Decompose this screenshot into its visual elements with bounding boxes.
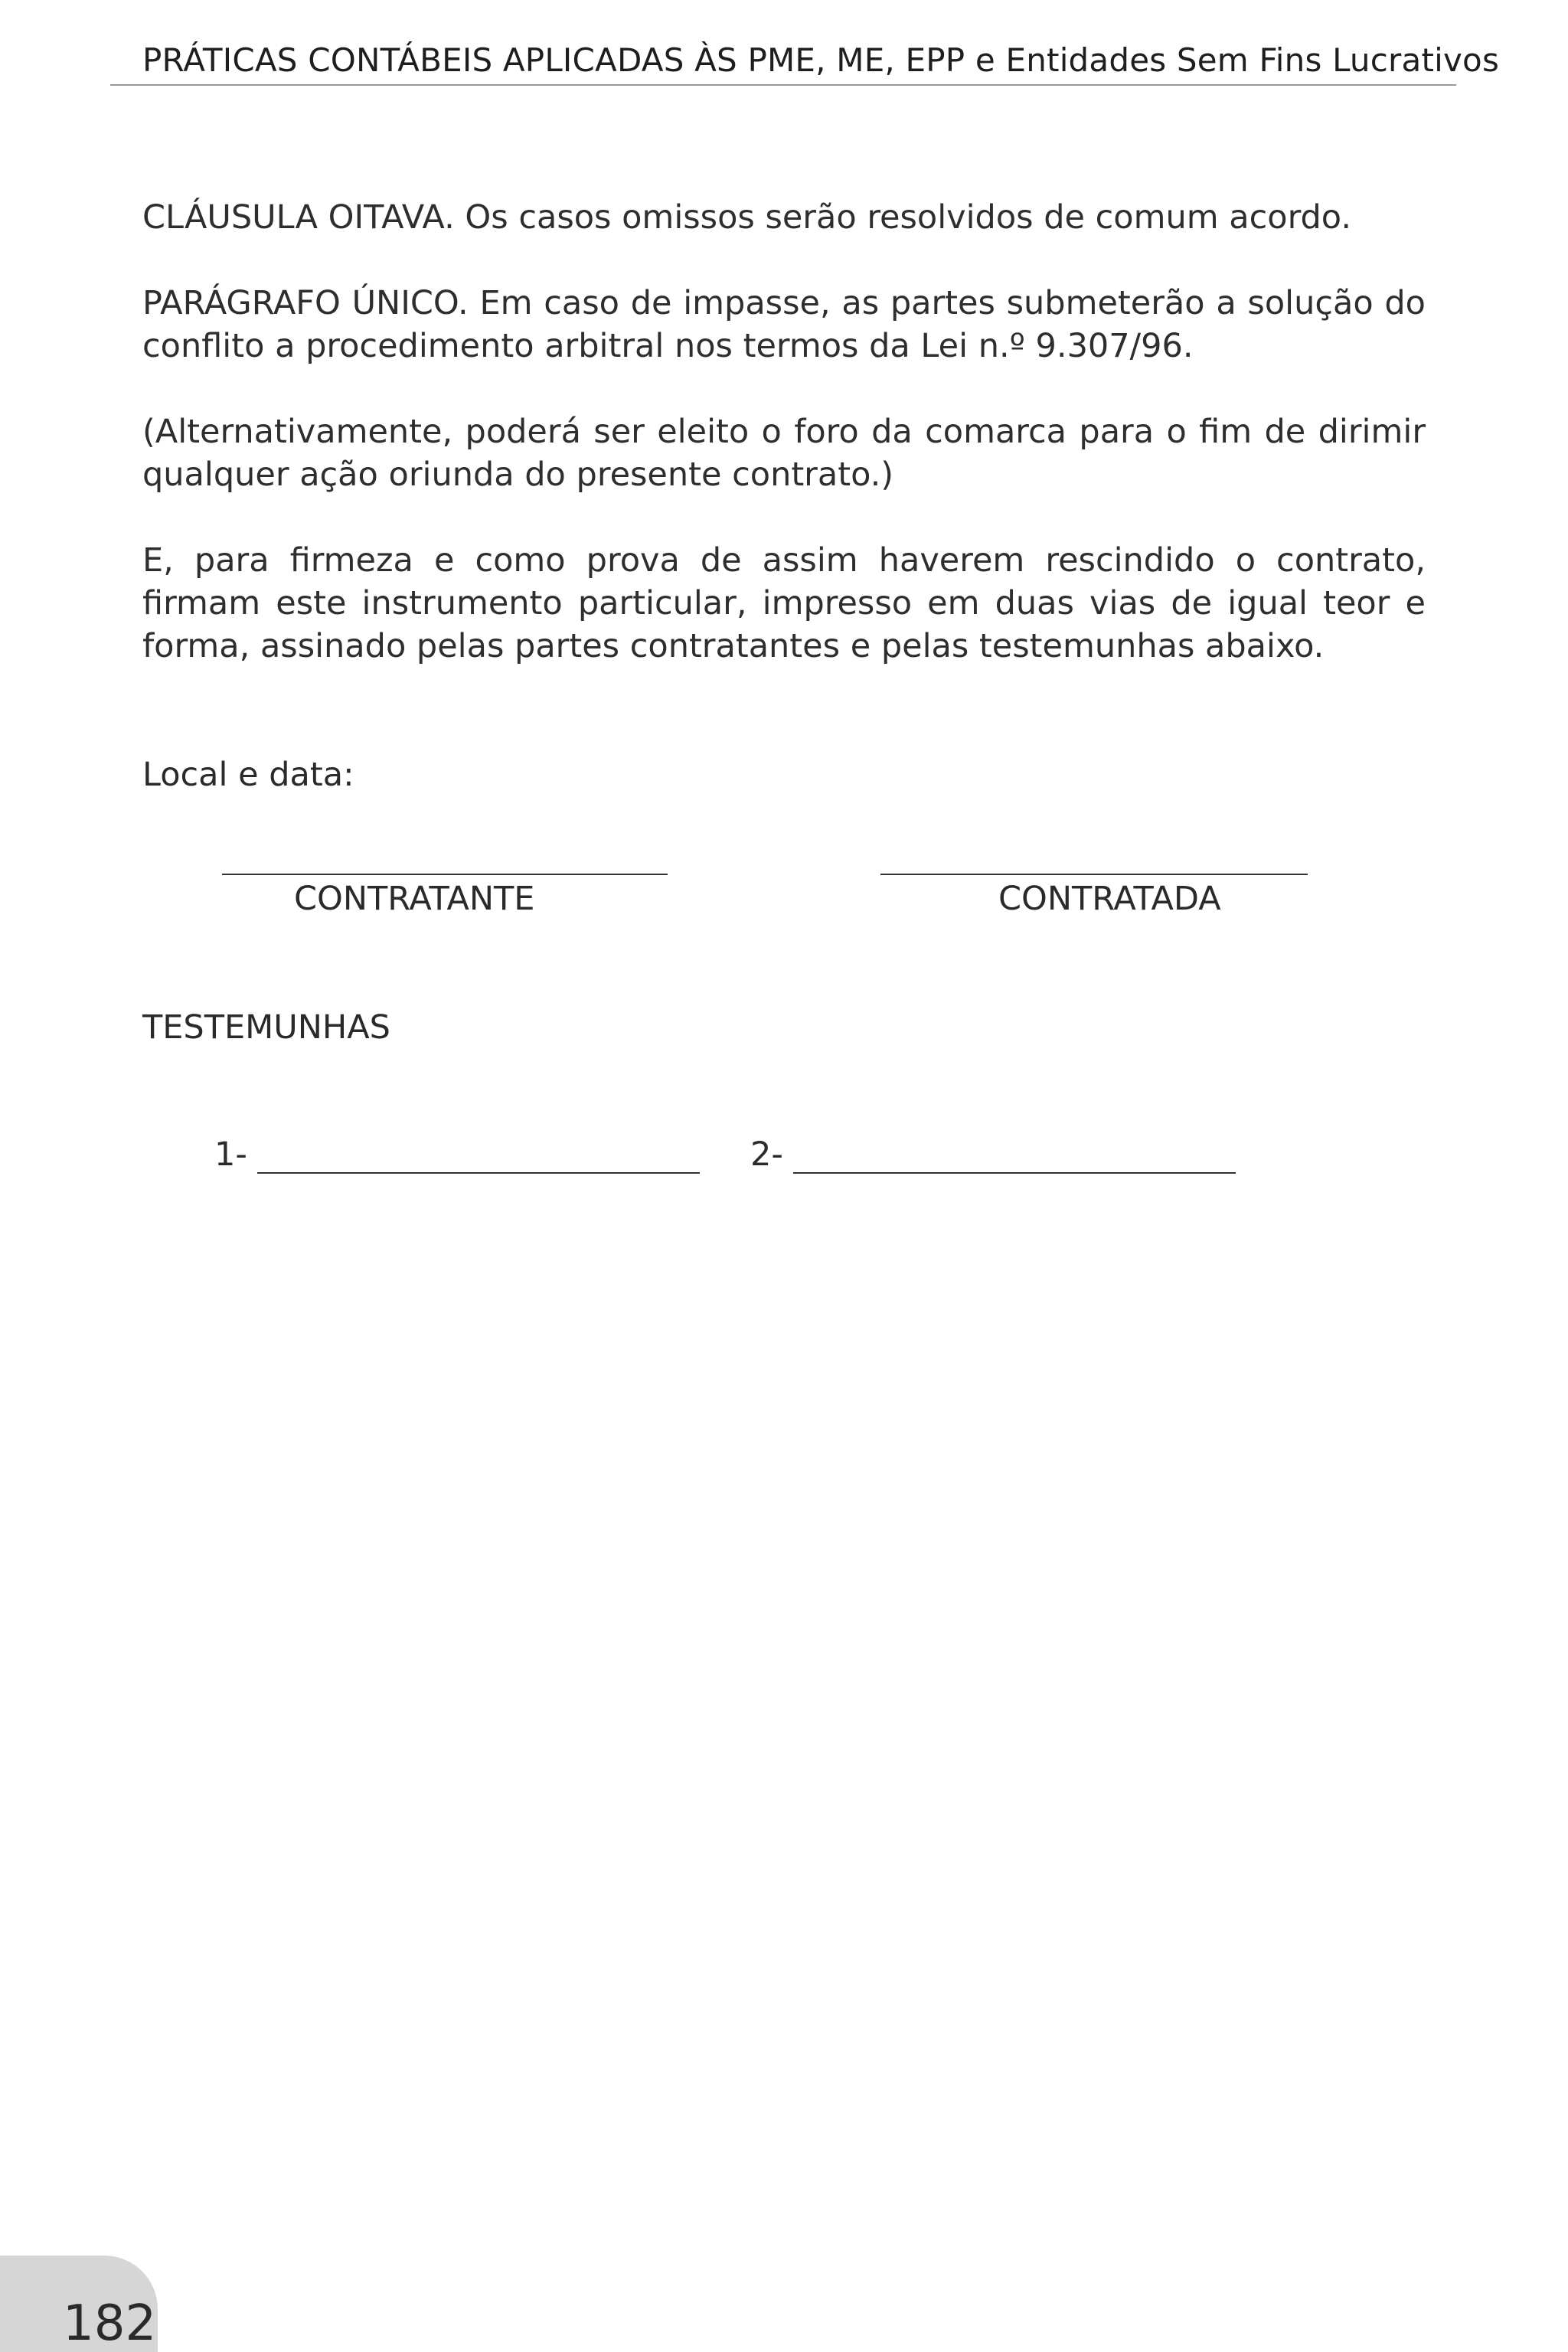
- witness-2-label: 2-: [750, 1135, 783, 1174]
- page-number: 182: [63, 2295, 157, 2352]
- paragrafo-unico: PARÁGRAFO ÚNICO. Em caso de impasse, as partes submeterão a solução do conflito a procedimento arbitral nos termos da Lei n.º 9.307/96.: [142, 284, 1426, 365]
- clausula-oitava: CLÁUSULA OITAVA. Os casos omissos serão resolvidos de comum acordo.: [142, 198, 1352, 237]
- witness-2-signature-line: [793, 1172, 1236, 1174]
- alternativa-foro: (Alternativamente, poderá ser eleito o foro da comarca para o fim de dirimir qualquer ação oriunda do presente contrato.): [142, 413, 1426, 494]
- contratada-label: CONTRATADA: [998, 880, 1221, 918]
- witness-1-signature-line: [257, 1172, 700, 1174]
- header-divider: [110, 84, 1456, 86]
- contratante-label: CONTRATANTE: [294, 880, 535, 918]
- witness-1-label: 1-: [214, 1135, 247, 1174]
- local-data-label: Local e data:: [142, 756, 354, 794]
- contratante-signature-line: [222, 874, 668, 875]
- contratada-signature-line: [880, 874, 1308, 875]
- running-header: PRÁTICAS CONTÁBEIS APLICADAS ÀS PME, ME, EPP e Entidades Sem Fins Lucrativos: [142, 41, 1500, 79]
- testemunhas-title: TESTEMUNHAS: [142, 1008, 390, 1047]
- fecho-contrato: E, para firmeza e como prova de assim haverem rescindido o contrato, firmam este instrumento particular, impresso em duas vias de igual teor e forma, assinado pelas partes contratantes e pelas testemunhas abaixo.: [142, 541, 1426, 665]
